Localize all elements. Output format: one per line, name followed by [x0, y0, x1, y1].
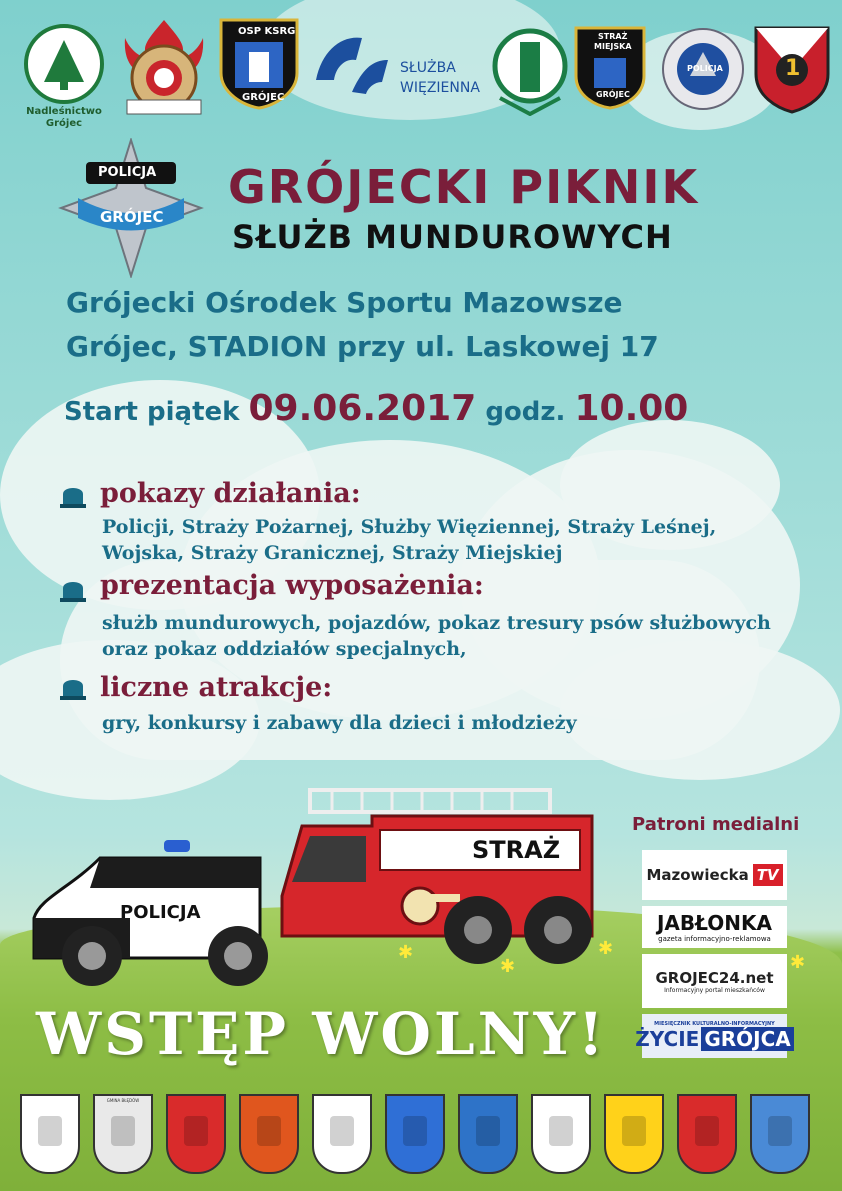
grojec24-logo — [642, 954, 787, 1008]
section-3-heading: liczne atrakcje: — [100, 672, 333, 703]
start-line — [64, 388, 688, 429]
crest-emblem — [476, 1116, 500, 1146]
osp-text: OSP KSRG — [238, 26, 296, 37]
straz-miejska-line2: MIEJSKA — [594, 42, 632, 51]
badge-bottom-text: GRÓJEC — [100, 208, 164, 226]
start-date: 09.06.2017 — [248, 388, 477, 429]
cloud — [560, 640, 840, 780]
crest-6-icon — [385, 1094, 445, 1174]
section-3-line-1: gry, konkursy i zabawy dla dzieci i młodzieży — [102, 712, 577, 734]
osp-city: GRÓJEC — [242, 92, 285, 103]
crest-label: GMINA BŁĘDÓW — [106, 1098, 140, 1103]
mazowiecka-tv-logo — [642, 850, 787, 900]
kynologia-text: POLICJA — [687, 64, 723, 73]
lasy-panstwowe-icon — [22, 22, 106, 106]
section-1-line-2: Wojska, Straży Granicznej, Straży Miejskiej — [102, 542, 563, 564]
title-line2: SŁUŻB MUNDUROWYCH — [232, 218, 673, 256]
star-icon: ✱ — [790, 952, 806, 973]
border-guard-icon — [492, 26, 568, 116]
siren-bullet-icon — [58, 674, 88, 700]
start-time: 10.00 — [574, 388, 689, 429]
policja-badge — [56, 138, 206, 278]
venue-line2: Grójec, STADION przy ul. Laskowej 17 — [66, 330, 659, 363]
fire-truck-wheels — [440, 890, 600, 970]
police-car-label: POLICJA — [120, 902, 201, 923]
section-1-line-1: Policji, Straży Pożarnej, Służby Więziennej, Straży Leśnej, — [102, 516, 717, 538]
title-line1: GRÓJECKI PIKNIK — [228, 160, 700, 214]
patroni-heading: Patroni medialni — [632, 814, 800, 835]
osp-ksrg-logo — [218, 18, 300, 110]
straz-miejska-line1: STRAŻ — [598, 32, 628, 41]
crest-emblem — [184, 1116, 208, 1146]
crest-emblem — [768, 1116, 792, 1146]
zycie-text: ŻYCIE — [635, 1027, 700, 1051]
grojec24-sub: Informacyjny portal mieszkańców — [664, 986, 765, 994]
fire-service-emblem-icon — [119, 18, 209, 118]
crest-1-icon — [20, 1094, 80, 1174]
section-2-line-1: służb mundurowych, pojazdów, pokaz tresury psów służbowych — [102, 612, 771, 634]
straz-miejska-logo — [574, 26, 646, 110]
grojec24-text: GROJEC24.net — [655, 968, 774, 987]
crest-2-icon — [93, 1094, 153, 1174]
venue-line1: Grójecki Ośrodek Sportu Mazowsze — [66, 286, 623, 319]
zycie-grojca-logo — [635, 1014, 791, 1058]
jablonka-text: JABŁONKA — [656, 911, 772, 935]
fire-truck-label: STRAŻ — [472, 836, 561, 864]
siren-bullet-icon — [58, 482, 88, 508]
nadlesnictwo-label: Nadleśnictwo Grójec — [26, 106, 102, 129]
crest-emblem — [111, 1116, 135, 1146]
crest-4-icon — [239, 1094, 299, 1174]
sw-line2: WIĘZIENNA — [400, 80, 480, 96]
siren-bullet-icon — [58, 576, 88, 602]
section-2-heading: prezentacja wyposażenia: — [100, 570, 484, 601]
jablonka-logo — [642, 906, 787, 948]
regiment-number: 1 — [785, 56, 801, 81]
badge-top-text: POLICJA — [98, 165, 157, 180]
start-time-label: godz. — [485, 397, 566, 427]
zycie-city: GRÓJCA — [701, 1027, 793, 1051]
zycie-title — [635, 1027, 793, 1051]
psp-logo — [118, 18, 210, 118]
crest-emblem — [695, 1116, 719, 1146]
crest-emblem — [622, 1116, 646, 1146]
mazowiecka-text: Mazowiecka — [646, 866, 749, 884]
regiment-logo — [752, 24, 832, 114]
crest-10-icon — [677, 1094, 737, 1174]
sw-line1: SŁUŻBA — [400, 60, 456, 76]
jablonka-sub: gazeta informacyjno-reklamowa — [658, 935, 771, 943]
section-1-heading: pokazy działania: — [100, 478, 361, 509]
crest-7-icon — [458, 1094, 518, 1174]
straz-graniczna-logo — [492, 26, 568, 116]
crest-11-icon — [750, 1094, 810, 1174]
section-2-line-2: oraz pokaz oddziałów specjalnych, — [102, 638, 467, 660]
sluzba-wiezienna-icon — [312, 30, 392, 100]
straz-miejska-city: GRÓJEC — [596, 90, 630, 99]
sluzba-wiezienna-logo — [312, 30, 492, 102]
crest-8-icon — [531, 1094, 591, 1174]
kynologia-logo — [660, 26, 746, 112]
star-icon: ✱ — [598, 938, 614, 959]
start-prefix: Start piątek — [64, 397, 240, 427]
crest-3-icon — [166, 1094, 226, 1174]
crest-9-icon — [604, 1094, 664, 1174]
mazowiecka-tv-text: TV — [753, 864, 783, 886]
lasy-panstwowe-logo — [18, 20, 110, 132]
star-icon: ✱ — [500, 956, 516, 977]
crest-emblem — [257, 1116, 281, 1146]
wstep-wolny: WSTĘP WOLNY! — [36, 1000, 607, 1068]
crest-emblem — [38, 1116, 62, 1146]
crest-emblem — [549, 1116, 573, 1146]
crest-emblem — [403, 1116, 427, 1146]
zycie-top-text: MIESIĘCZNIK KULTURALNO-INFORMACYJNY — [654, 1021, 775, 1027]
crest-5-icon — [312, 1094, 372, 1174]
crest-emblem — [330, 1116, 354, 1146]
star-icon: ✱ — [398, 942, 414, 963]
